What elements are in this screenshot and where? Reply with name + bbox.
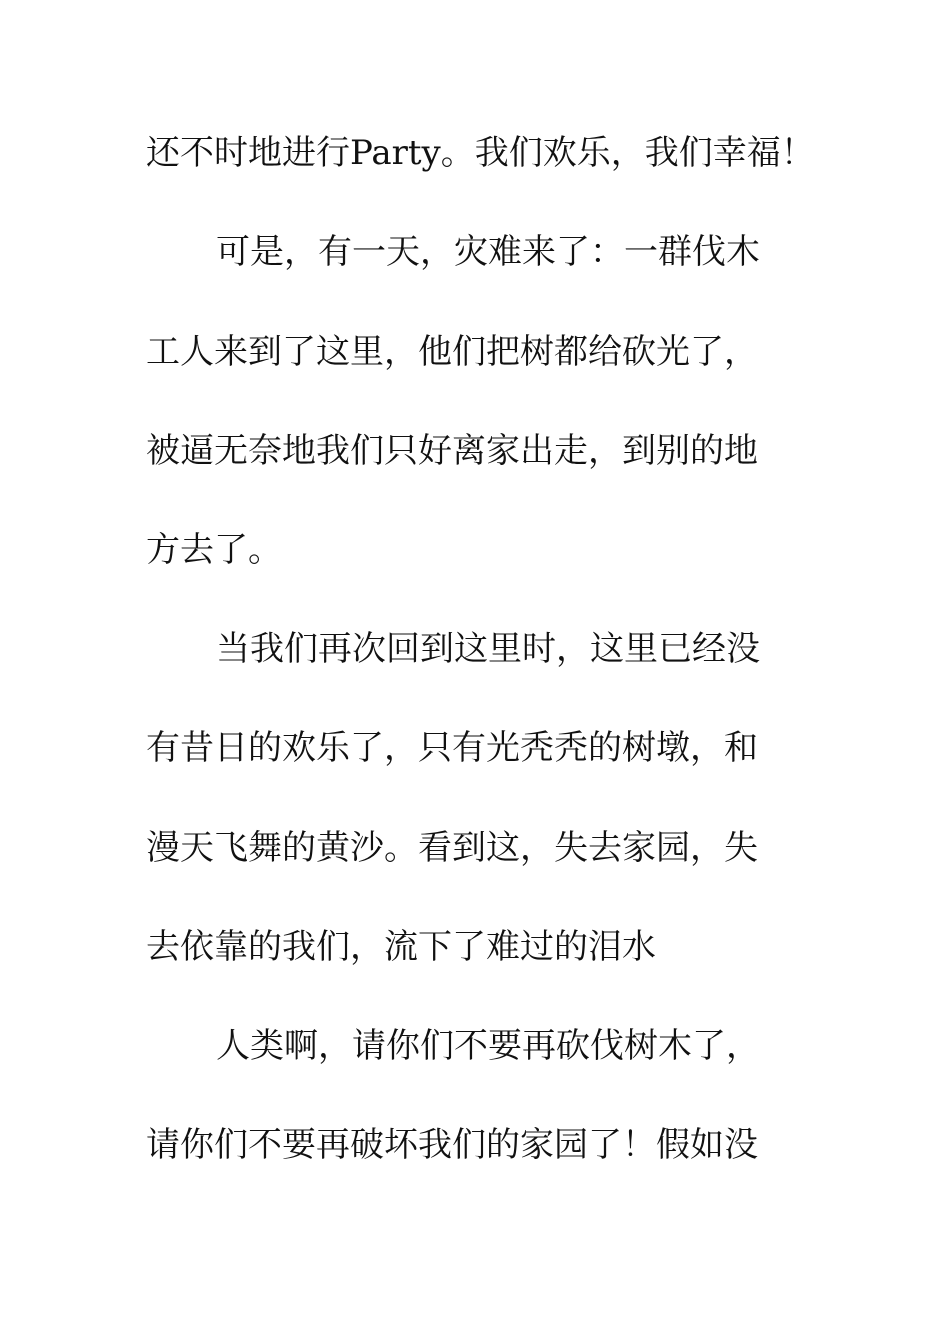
text-line-10: 人类啊，请你们不要再砍伐树木了， <box>216 1026 760 1066</box>
text-line-2: 可是，有一天，灾难来了：一群伐木 <box>216 232 760 272</box>
text-line-6: 当我们再次回到这里时，这里已经没 <box>216 629 760 669</box>
text-line-3: 工人来到了这里，他们把树都给砍光了， <box>146 332 758 372</box>
text-line-1: 还不时地进行Party。我们欢乐，我们幸福！ <box>146 133 815 173</box>
text-line-8: 漫天飞舞的黄沙。看到这，失去家园，失 <box>146 828 758 868</box>
text-line-5: 方去了。 <box>146 530 282 570</box>
text-line-9: 去依靠的我们，流下了难过的泪水 <box>146 927 656 967</box>
text-line-11: 请你们不要再破坏我们的家园了！假如没 <box>146 1125 758 1165</box>
text-line-7: 有昔日的欢乐了，只有光秃秃的树墩，和 <box>146 728 758 768</box>
text-line-4: 被逼无奈地我们只好离家出走，到别的地 <box>146 431 758 471</box>
